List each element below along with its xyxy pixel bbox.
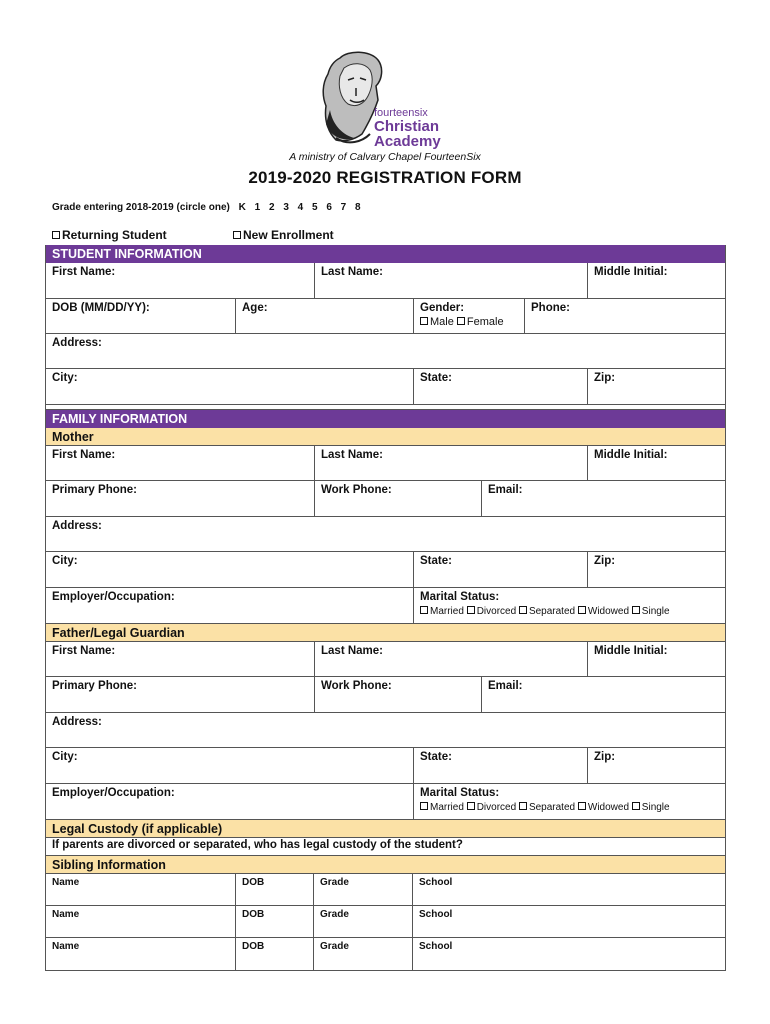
sibling-header: Sibling Information [46, 856, 725, 874]
father-marital-options: Married Divorced Separated Widowed Single [420, 802, 719, 813]
sibling-grade-field[interactable]: Grade [313, 906, 412, 937]
new-enrollment-checkbox[interactable] [233, 231, 241, 239]
student-zip-field[interactable]: Zip: [587, 369, 725, 404]
single-checkbox[interactable] [632, 606, 640, 614]
divorced-checkbox[interactable] [467, 802, 475, 810]
academy-logo [318, 50, 458, 150]
father-work-phone-field[interactable]: Work Phone: [314, 677, 481, 712]
mother-marital-status-field[interactable]: Marital Status: Married Divorced Separated Widowed Single [413, 588, 725, 623]
married-checkbox[interactable] [420, 802, 428, 810]
grade-options[interactable]: K 1 2 3 4 5 6 7 8 [238, 202, 361, 213]
father-header: Father/Legal Guardian [46, 624, 725, 642]
sibling-grade-field[interactable]: Grade [313, 874, 412, 905]
widowed-checkbox[interactable] [578, 802, 586, 810]
page-title: 2019-2020 REGISTRATION FORM [248, 168, 522, 187]
grade-line [52, 202, 361, 213]
male-checkbox[interactable] [420, 317, 428, 325]
svg-text:Academy: Academy [374, 133, 441, 150]
father-primary-phone-field[interactable]: Primary Phone: [52, 680, 137, 692]
father-city-field[interactable]: City: [52, 751, 78, 763]
mother-last-name-field[interactable]: Last Name: [314, 446, 587, 480]
father-middle-initial-field[interactable]: Middle Initial: [587, 642, 725, 676]
separated-checkbox[interactable] [519, 606, 527, 614]
sibling-school-field[interactable]: School [412, 938, 725, 970]
sibling-row [46, 874, 725, 906]
lion-icon [318, 50, 458, 150]
father-address-field[interactable]: Address: [52, 716, 102, 728]
sibling-name-field[interactable]: Name [52, 941, 80, 952]
tagline: A ministry of Calvary Chapel FourteenSix [289, 151, 481, 163]
student-age-field[interactable]: Age: [235, 299, 413, 333]
father-marital-status-field[interactable]: Marital Status: Married Divorced Separated Widowed Single [413, 784, 725, 819]
svg-text:fourteensix: fourteensix [374, 107, 428, 119]
custody-header: Legal Custody (if applicable) [46, 820, 725, 838]
svg-text:Christian: Christian [374, 118, 440, 135]
mother-middle-initial-field[interactable]: Middle Initial: [587, 446, 725, 480]
father-state-field[interactable]: State: [413, 748, 587, 783]
widowed-checkbox[interactable] [578, 606, 586, 614]
sibling-name-field[interactable]: Name [52, 909, 80, 920]
father-email-field[interactable]: Email: [481, 677, 725, 712]
student-gender-field[interactable]: Gender: Male Female [413, 299, 524, 333]
father-employer-field[interactable]: Employer/Occupation: [52, 787, 175, 799]
sibling-name-field[interactable]: Name [52, 877, 80, 888]
student-section-header: STUDENT INFORMATION [46, 245, 725, 263]
student-city-field[interactable]: City: [52, 372, 78, 384]
student-first-name-field[interactable]: First Name: [52, 266, 116, 278]
sibling-dob-field[interactable]: DOB [235, 906, 313, 937]
mother-email-field[interactable]: Email: [481, 481, 725, 516]
mother-address-field[interactable]: Address: [52, 520, 102, 532]
student-last-name-field[interactable]: Last Name: [314, 263, 587, 298]
registration-form [45, 245, 726, 971]
sibling-school-field[interactable]: School [412, 874, 725, 905]
mother-city-field[interactable]: City: [52, 555, 78, 567]
returning-student-option[interactable]: Returning Student [52, 228, 167, 242]
father-zip-field[interactable]: Zip: [587, 748, 725, 783]
student-state-field[interactable]: State: [413, 369, 587, 404]
mother-first-name-field[interactable]: First Name: [52, 449, 116, 461]
family-section-header: FAMILY INFORMATION [46, 410, 725, 428]
student-phone-field[interactable]: Phone: [524, 299, 725, 333]
separated-checkbox[interactable] [519, 802, 527, 810]
mother-zip-field[interactable]: Zip: [587, 552, 725, 587]
married-checkbox[interactable] [420, 606, 428, 614]
mother-primary-phone-field[interactable]: Primary Phone: [52, 484, 137, 496]
mother-header: Mother [46, 428, 725, 446]
sibling-row [46, 938, 725, 970]
single-checkbox[interactable] [632, 802, 640, 810]
sibling-row [46, 906, 725, 938]
student-address-field[interactable]: Address: [52, 337, 102, 349]
mother-state-field[interactable]: State: [413, 552, 587, 587]
mother-employer-field[interactable]: Employer/Occupation: [52, 591, 175, 603]
new-enrollment-option[interactable]: New Enrollment [233, 228, 334, 242]
student-dob-field[interactable]: DOB (MM/DD/YY): [52, 302, 150, 314]
father-first-name-field[interactable]: First Name: [52, 645, 116, 657]
student-middle-initial-field[interactable]: Middle Initial: [587, 263, 725, 298]
sibling-dob-field[interactable]: DOB [235, 938, 313, 970]
sibling-dob-field[interactable]: DOB [235, 874, 313, 905]
mother-marital-options: Married Divorced Separated Widowed Single [420, 606, 719, 617]
sibling-school-field[interactable]: School [412, 906, 725, 937]
grade-label: Grade entering 2018-2019 (circle one) [52, 202, 230, 213]
divorced-checkbox[interactable] [467, 606, 475, 614]
sibling-grade-field[interactable]: Grade [313, 938, 412, 970]
father-last-name-field[interactable]: Last Name: [314, 642, 587, 676]
mother-work-phone-field[interactable]: Work Phone: [314, 481, 481, 516]
female-checkbox[interactable] [457, 317, 465, 325]
custody-question[interactable]: If parents are divorced or separated, who has legal custody of the student? [46, 838, 725, 856]
returning-student-checkbox[interactable] [52, 231, 60, 239]
